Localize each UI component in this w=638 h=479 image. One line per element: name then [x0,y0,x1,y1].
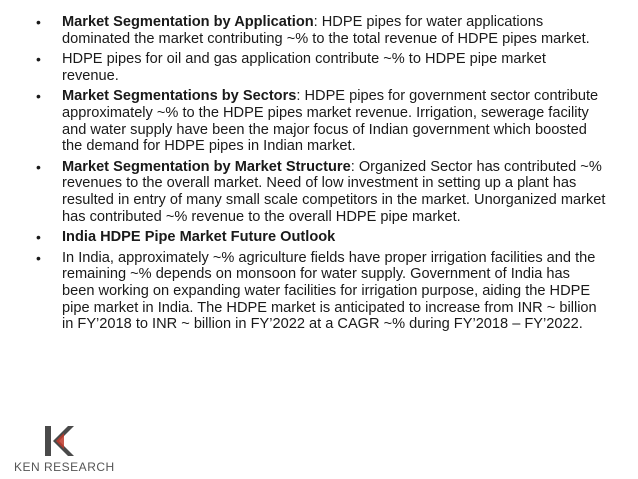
ken-research-logo [14,424,144,476]
bullet-text: : HDPE pipes for water applications dominated the market contributing ~% to the total revenue of HDPE pipes market. [62,14,590,47]
bullet-heading: Market Segmentations by Sectors [62,88,297,105]
bullet-dot: • [36,158,41,175]
bullet-dot: • [36,229,41,246]
bullet-heading: Market Segmentation by Application [62,14,314,30]
bullet-dot: • [36,88,41,105]
bullet-item [36,159,606,225]
bullet-item [36,51,606,84]
bullet-item [36,229,606,246]
bullet-text: HDPE pipes for oil and gas application contribute ~% to HDPE pipe market revenue. [62,51,546,84]
bullet-item [36,88,606,154]
bullet-heading: Market Segmentation by Market Structure [62,158,351,175]
logo-text: KEN RESEARCH [14,460,115,474]
bullet-dot: • [36,14,41,30]
bullet-heading: India HDPE Pipe Market Future Outlook [62,229,336,246]
bullet-item [36,14,606,47]
ken-research-k-logo-icon [42,424,76,458]
bullet-dot: • [36,51,41,68]
bullet-text: : HDPE pipes for government sector contribute approximately ~% to the HDPE pipes market revenue. Irrigation, sewerage facility and water supply have been the major focus of Indian government which boosted the demand for HDPE pipes in Indian market. [62,88,599,155]
bullet-item [36,250,606,333]
bullet-list [36,14,606,337]
bullet-dot: • [36,249,41,266]
bullet-text: : Organized Sector has contributed ~% revenues to the overall market. Need of low investment in setting up a plant has resulted in entry of many small scale competitors in the market. Unorganized market has contributed ~% revenue to the overall HDPE pipe market. [62,158,606,225]
bullet-text: In India, approximately ~% agriculture fields have proper irrigation facilities and the remaining ~% depends on monsoon for water supply. Government of India has been working on expanding water facilities for irrigation purpose, aiding the HDPE pipe market in India. The HDPE market is anticipated to increase from INR ~ billion in FY’2018 to INR ~ billion in FY’2022 at a CAGR ~% during FY’2018 – FY’2022. [62,249,597,333]
